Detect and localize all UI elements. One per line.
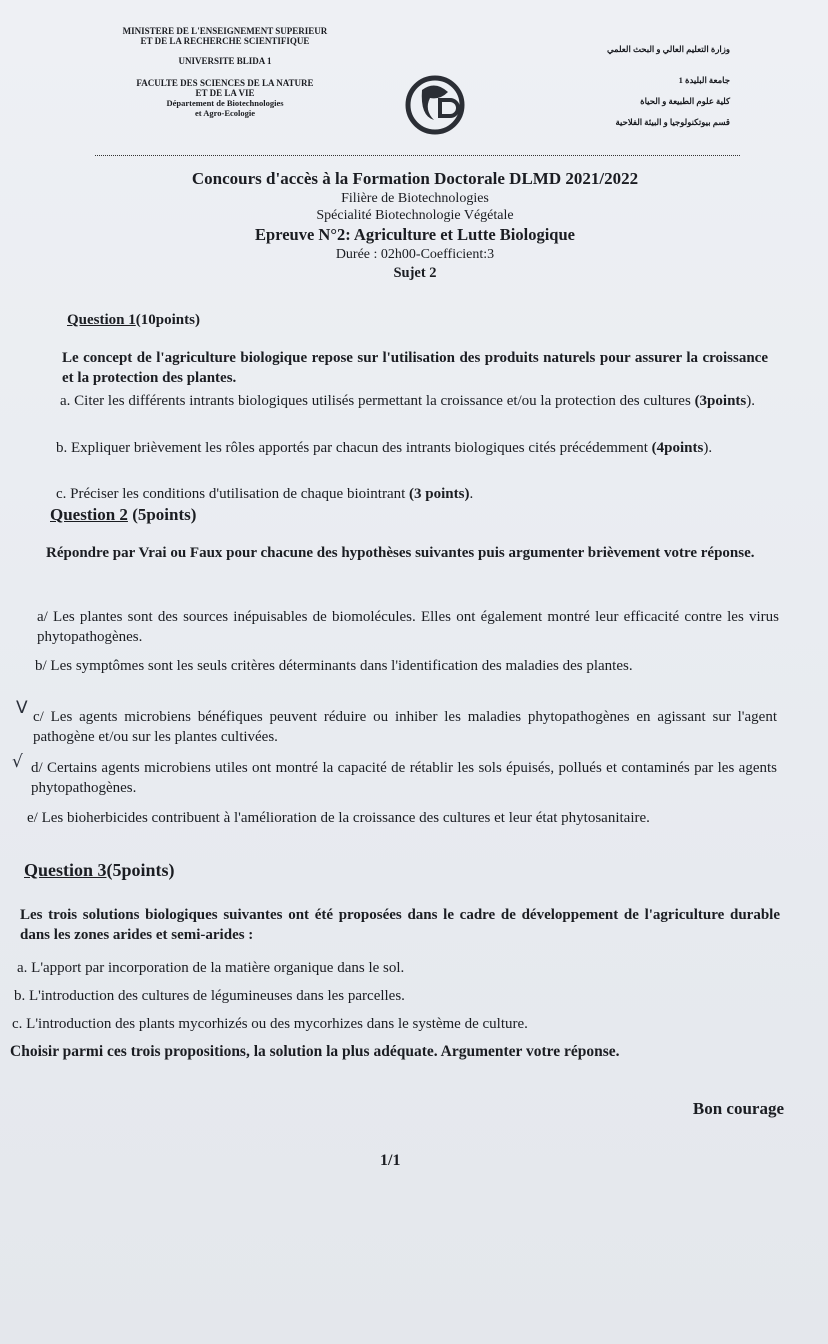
question-1-title: Question 1: [67, 312, 136, 328]
exam-epreuve: Epreuve N°2: Agriculture et Lutte Biologique: [255, 225, 575, 244]
question-3-instruction: Choisir parmi ces trois propositions, la solution la plus adéquate. Argumenter votre réponse.: [10, 1043, 620, 1060]
question-1-intro: Le concept de l'agriculture biologique repose sur l'utilisation des produits naturels pour assurer la croissance et la protection des plantes.: [62, 350, 768, 386]
question-2-item-b: b/ Les symptômes sont les seuls critères déterminants dans l'identification des maladies des plantes.: [35, 658, 633, 674]
question-1-item-b-text: b. Expliquer brièvement les rôles apportés par chacun des intrants biologiques cités précédemment: [56, 440, 648, 456]
exam-title-block: [100, 168, 730, 283]
exam-specialite: Spécialité Biotechnologie Végétale: [316, 208, 514, 223]
ministry-line-1: MINISTERE DE L'ENSEIGNEMENT SUPERIEUR: [122, 26, 328, 36]
question-1-heading: [67, 312, 200, 329]
question-1-item-b-end: ).: [703, 440, 713, 456]
question-3-heading: [24, 860, 175, 881]
exam-filiere: Filière de Biotechnologies: [341, 191, 489, 206]
faculty-line-2: ET DE LA VIE: [195, 88, 255, 98]
header-left: [100, 26, 350, 118]
question-1-points: (10points): [135, 312, 200, 328]
question-3-item-b: b. L'introduction des cultures de légumineuses dans les parcelles.: [14, 988, 405, 1004]
department-line-2: et Agro-Ecologie: [194, 108, 256, 118]
question-2-item-e: e/ Les bioherbicides contribuent à l'amélioration de la croissance des cultures et leur état phytosanitaire.: [27, 810, 650, 826]
question-1-item-c: [56, 484, 776, 504]
university-logo-icon: [400, 70, 470, 140]
exam-sujet: Sujet 2: [393, 265, 437, 281]
exam-duree: Durée : 02h00-Coefficient:3: [335, 247, 495, 262]
checkmark-tick-icon: √: [12, 752, 23, 772]
question-2-item-a: a/ Les plantes sont des sources inépuisables de biomolécules. Elles ont également montré leur efficacité contre les virus phytopathogènes.: [37, 609, 779, 645]
question-1-item-a-points: (3points: [694, 393, 747, 409]
exam-title: Concours d'accès à la Formation Doctorale DLMD 2021/2022: [191, 169, 639, 188]
question-2-heading: [50, 505, 196, 525]
question-1-item-a-text: a. Citer les différents intrants biologiques utilisés permettant la croissance et/ou la protection des cultures: [60, 393, 691, 409]
page-number: 1/1: [380, 1152, 401, 1169]
question-1-item-c-end: .: [469, 486, 474, 502]
question-1-item-b-points: (4points: [651, 440, 704, 456]
question-3-title: Question 3: [24, 860, 107, 880]
question-1-item-c-text: c. Préciser les conditions d'utilisation de chaque biointrant: [56, 486, 406, 502]
ministry-arabic: وزارة التعليم العالي و البحث العلمي: [606, 44, 730, 54]
ministry-line-2: ET DE LA RECHERCHE SCIENTIFIQUE: [140, 36, 310, 46]
header-divider: [95, 155, 740, 156]
header-right: [540, 44, 730, 128]
question-3-item-c: c. L'introduction des plants mycorhizés ou des mycorhizes dans le système de culture.: [12, 1016, 528, 1032]
closing-text: Bon courage: [692, 1099, 784, 1118]
question-3-intro: Les trois solutions biologiques suivantes ont été proposées dans le cadre de développement de l'agriculture durable dans les zones arides et semi-arides :: [20, 907, 780, 943]
checkmark-v-icon: V: [16, 698, 28, 718]
university-name: UNIVERSITE BLIDA 1: [178, 56, 272, 66]
question-1-item-a-end: ).: [746, 393, 755, 409]
question-2-item-d: d/ Certains agents microbiens utiles ont montré la capacité de rétablir les sols épuisés, pollués et contaminés par les agents phytopathogènes.: [31, 760, 777, 796]
department-arabic: قسم بيوتكنولوجيا و البيئة الفلاحية: [615, 117, 730, 127]
faculty-arabic: كلية علوم الطبيعة و الحياة: [640, 96, 730, 106]
question-2-item-c: c/ Les agents microbiens bénéfiques peuvent réduire ou inhiber les maladies phytopathogènes en agissant sur l'agent pathogène et/ou sur les plantes cultivées.: [33, 709, 777, 745]
question-3-points: (5points): [106, 860, 175, 880]
university-arabic: جامعة البليدة 1: [678, 75, 730, 85]
question-1-item-b: [56, 438, 770, 458]
question-2-intro: Répondre par Vrai ou Faux pour chacune des hypothèses suivantes puis argumenter brièvement votre réponse.: [46, 545, 755, 561]
question-2-points: (5points): [132, 505, 197, 524]
question-2-title: Question 2: [50, 505, 128, 524]
department-line-1: Département de Biotechnologies: [166, 98, 284, 108]
faculty-line-1: FACULTE DES SCIENCES DE LA NATURE: [136, 78, 314, 88]
question-1-item-c-points: (3 points): [409, 486, 470, 502]
question-3-item-a: a. L'apport par incorporation de la matière organique dans le sol.: [17, 960, 405, 976]
question-1-item-a: [60, 391, 767, 411]
